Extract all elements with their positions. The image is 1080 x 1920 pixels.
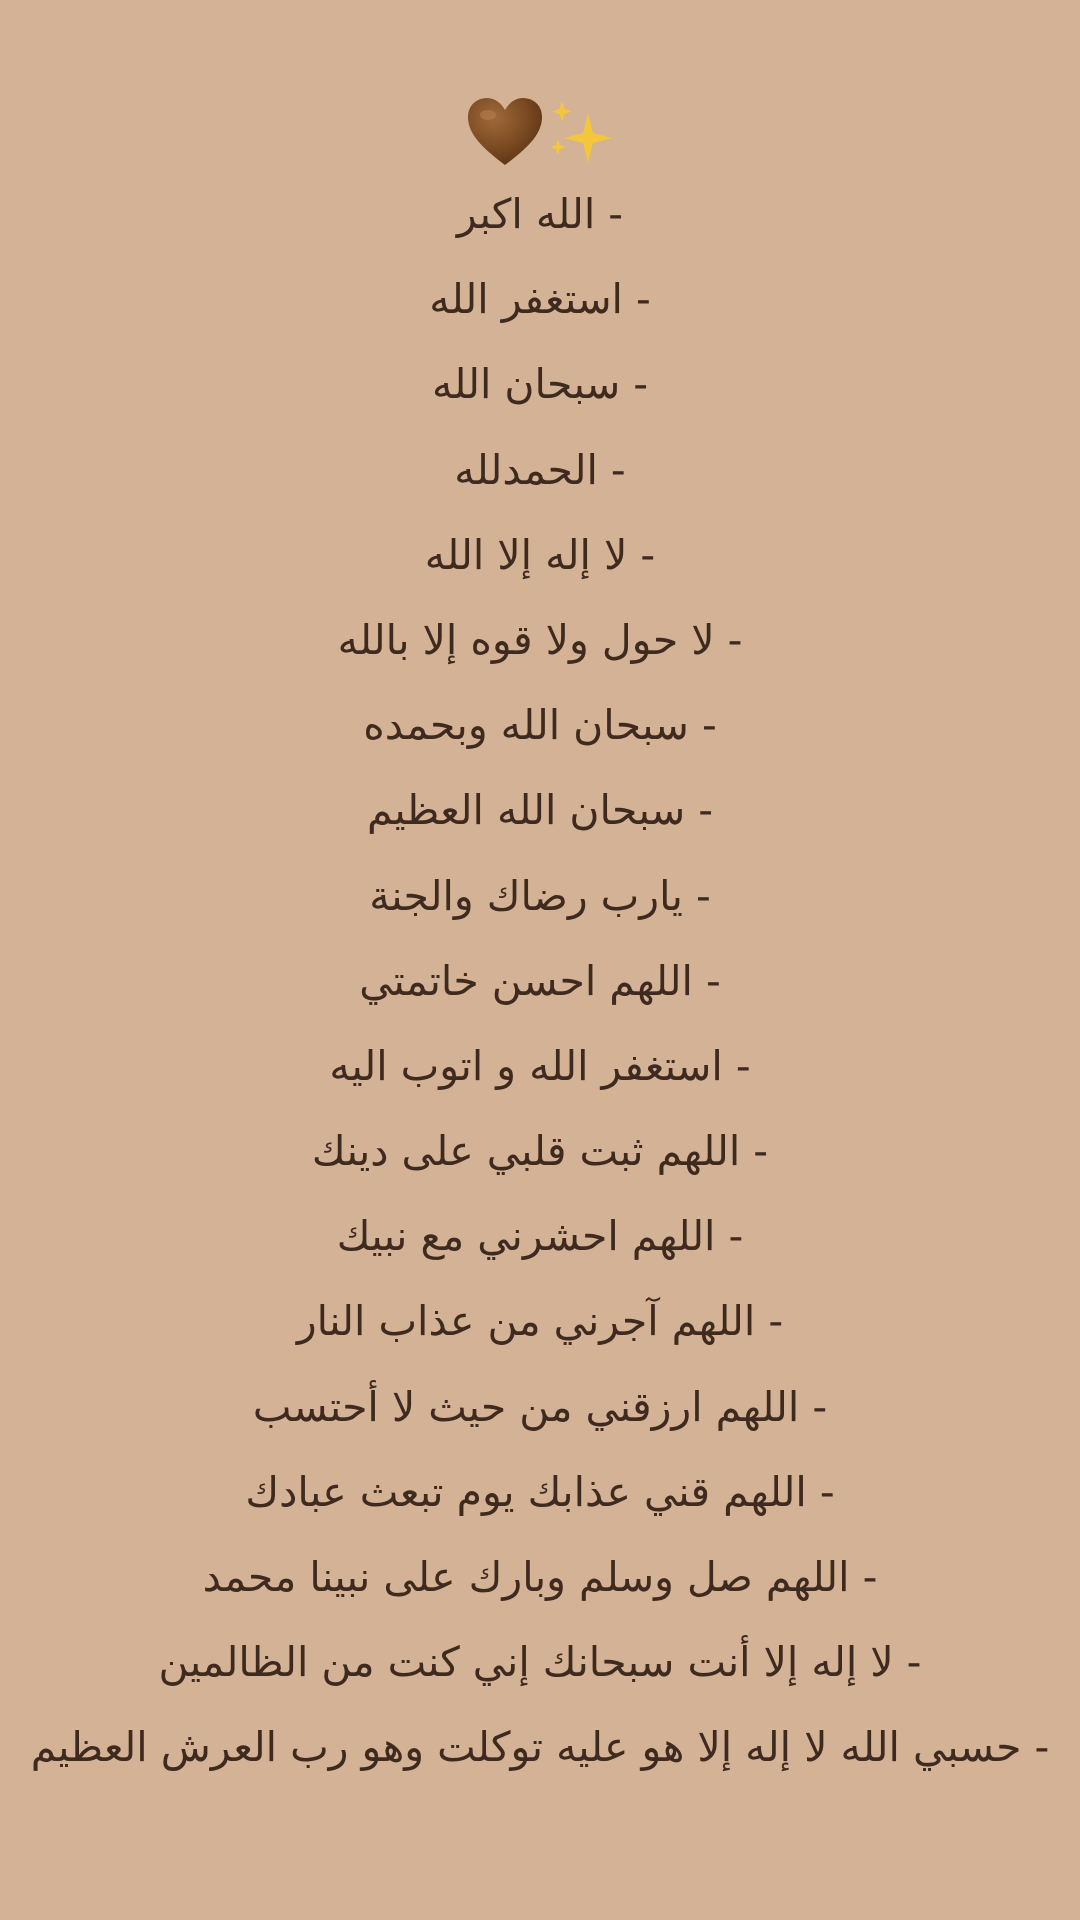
dhikr-item: - اللهم ارزقني من حيث لا أحتسب	[252, 1382, 828, 1431]
header-emoji	[0, 92, 1080, 172]
dhikr-item: - استغفر الله و اتوب اليه	[329, 1041, 751, 1090]
dhikr-item: - اللهم صل وسلم وبارك على نبينا محمد	[202, 1553, 878, 1601]
dhikr-item: - لا إله إلا الله	[424, 530, 656, 579]
dhikr-list	[0, 178, 1080, 1797]
dhikr-item: - اللهم قني عذابك يوم تبعث عبادك	[245, 1467, 835, 1516]
brown-heart-icon	[466, 97, 544, 167]
sparkles-icon	[548, 97, 614, 167]
dhikr-item: - سبحان الله العظيم	[366, 786, 714, 835]
dhikr-item: - سبحان الله	[431, 360, 649, 409]
dhikr-item: - يارب رضاك والجنة	[369, 871, 711, 920]
dhikr-item: - لا حول ولا قوه إلا بالله	[337, 615, 743, 664]
dhikr-item: - اللهم احسن خاتمتي	[359, 956, 721, 1005]
dhikr-item: - الله اكبر	[456, 190, 624, 238]
dhikr-item: - اللهم احشرني مع نبيك	[336, 1212, 744, 1261]
dhikr-item: - استغفر الله	[429, 275, 651, 324]
dhikr-item: - لا إله إلا أنت سبحانك إني كنت من الظالمين	[158, 1638, 922, 1687]
dhikr-item: - حسبي الله لا إله إلا هو عليه توكلت وهو رب العرش العظيم	[30, 1723, 1050, 1772]
dhikr-item: - سبحان الله وبحمده	[363, 701, 717, 750]
dhikr-item: - اللهم آجرني من عذاب النار	[296, 1297, 784, 1346]
dhikr-item: - الحمدلله	[454, 445, 626, 494]
dhikr-item: - اللهم ثبت قلبي على دينك	[311, 1127, 769, 1176]
